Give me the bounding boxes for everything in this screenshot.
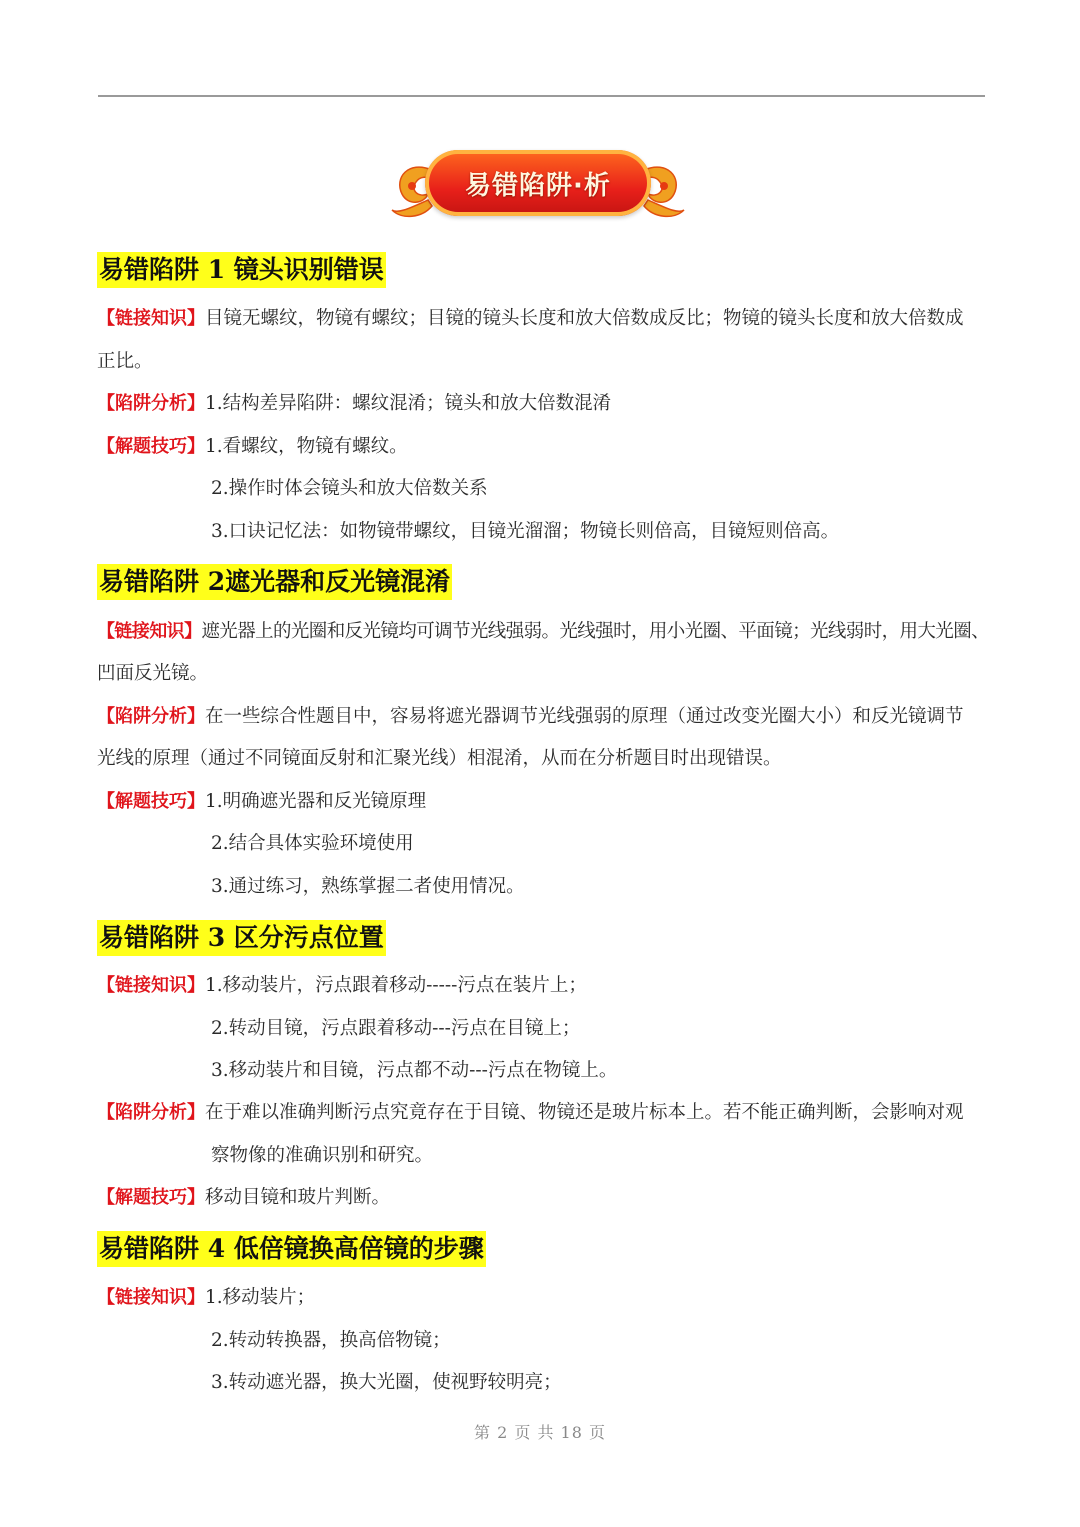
link-text: 目镜无螺纹，物镜有螺纹；目镜的镜头长度和放大倍数成反比；物镜的镜头长度和放大倍数成 [205, 308, 964, 329]
link-text: 3.移动装片和目镜，污点都不动---污点在物镜上。 [211, 1060, 618, 1081]
section-4-link3 [211, 1362, 562, 1404]
banner-title: 易错陷阱·析 [465, 170, 611, 201]
link-text: 凹面反光镜。 [97, 663, 209, 684]
section-2-tip2 [211, 823, 414, 865]
section-heading: 易错陷阱 4 低倍镜换高倍镜的步骤 [97, 1231, 486, 1267]
page-footer: 第 2 页 共 18 页 [474, 1423, 606, 1442]
section-3-trap-line2 [211, 1135, 433, 1177]
section-2-link-line2 [97, 653, 208, 695]
link-text: 2.转动转换器，换高倍物镜； [211, 1330, 451, 1351]
link-knowledge-tag: 【链接知识】 [97, 308, 205, 329]
top-rule [98, 95, 985, 97]
section-1-tip-line [97, 426, 408, 468]
link-text: 2.转动目镜，污点跟着移动---污点在目镜上； [211, 1018, 581, 1039]
section-3-link2 [211, 1008, 580, 1050]
section-4-link2 [211, 1320, 451, 1362]
section-3-link3 [211, 1050, 617, 1092]
section-2-trap-line2 [97, 738, 782, 780]
trap-text: 在于难以准确判断污点究竟存在于目镜、物镜还是玻片标本上。若不能正确判断，会影响对观 [205, 1102, 964, 1123]
section-4-heading [97, 1231, 486, 1267]
solving-tip-tag: 【解题技巧】 [97, 1187, 205, 1208]
section-2-tip-line [97, 781, 426, 823]
trap-analysis-tag: 【陷阱分析】 [97, 1102, 205, 1123]
trap-text: 光线的原理（通过不同镜面反射和汇聚光线）相混淆，从而在分析题目时出现错误。 [97, 748, 782, 769]
section-1-link-line2 [97, 341, 153, 383]
tip-text: 3.通过练习，熟练掌握二者使用情况。 [211, 876, 525, 897]
section-1-tip3 [211, 511, 839, 553]
section-banner [388, 140, 688, 230]
tip-text: 移动目镜和玻片判断。 [205, 1187, 391, 1208]
section-1-tip2 [211, 468, 488, 510]
tip-text: 2.操作时体会镜头和放大倍数关系 [211, 478, 488, 499]
trap-analysis-tag: 【陷阱分析】 [97, 393, 205, 414]
section-3-trap-line [97, 1092, 964, 1134]
link-text: 3.转动遮光器，换大光圈，使视野较明亮； [211, 1372, 562, 1393]
tip-text: 1.明确遮光器和反光镜原理 [205, 791, 427, 812]
link-text: 1.移动装片； [205, 1287, 316, 1308]
trap-text: 在一些综合性题目中，容易将遮光器调节光线强弱的原理（通过改变光圈大小）和反光镜调节 [205, 706, 964, 727]
section-2-trap-line [97, 696, 964, 738]
trap-analysis-tag: 【陷阱分析】 [97, 706, 205, 727]
section-3-link-line [97, 965, 587, 1007]
banner-pill [425, 150, 651, 216]
section-3-heading [97, 920, 386, 956]
link-knowledge-tag: 【链接知识】 [97, 1287, 205, 1308]
trap-text: 1.结构差异陷阱：螺纹混淆；镜头和放大倍数混淆 [205, 393, 612, 414]
section-heading: 易错陷阱 2遮光器和反光镜混淆 [97, 564, 452, 600]
tip-text: 1.看螺纹，物镜有螺纹。 [205, 436, 408, 457]
section-1-trap-line [97, 383, 611, 425]
trap-text: 察物像的准确识别和研究。 [211, 1145, 434, 1166]
link-knowledge-tag: 【链接知识】 [97, 621, 202, 642]
section-3-tip-line [97, 1177, 390, 1219]
section-heading: 易错陷阱 3 区分污点位置 [97, 920, 386, 956]
section-2-heading [97, 564, 452, 600]
tip-text: 2.结合具体实验环境使用 [211, 833, 414, 854]
link-knowledge-tag: 【链接知识】 [97, 975, 205, 996]
section-2-link-line [97, 611, 989, 653]
link-text: 1.移动装片，污点跟着移动-----污点在装片上； [205, 975, 587, 996]
section-1-link-line [97, 298, 964, 340]
section-4-link-line [97, 1277, 315, 1319]
link-text: 遮光器上的光圈和反光镜均可调节光线强弱。光线强时，用小光圈、平面镜；光线弱时，用大光圈、 [201, 621, 990, 642]
link-text: 正比。 [97, 351, 153, 372]
section-heading: 易错陷阱 1 镜头识别错误 [97, 252, 386, 288]
section-1-heading [97, 252, 386, 288]
tip-text: 3.口诀记忆法：如物镜带螺纹，目镜光溜溜；物镜长则倍高，目镜短则倍高。 [211, 521, 840, 542]
solving-tip-tag: 【解题技巧】 [97, 436, 205, 457]
section-2-tip3 [211, 866, 525, 908]
solving-tip-tag: 【解题技巧】 [97, 791, 205, 812]
